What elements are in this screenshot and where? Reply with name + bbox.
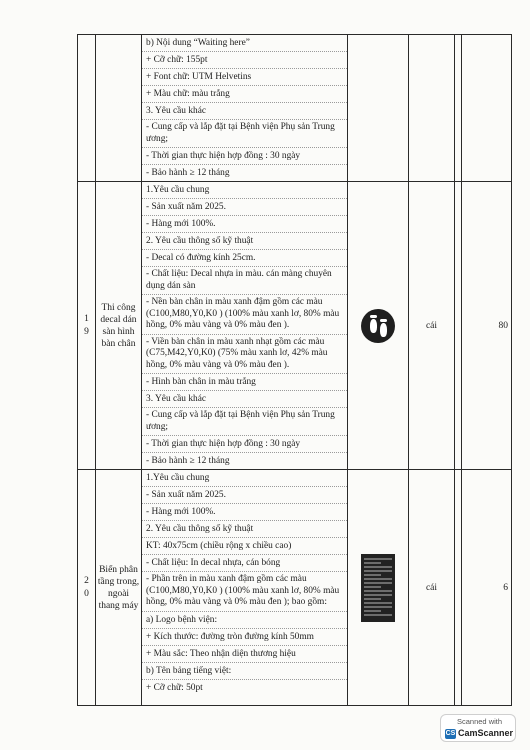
spec-line: + Cỡ chữ: 155pt (142, 52, 347, 69)
item-number-text: 20 (84, 575, 89, 599)
spec-line: - Bảo hành ≥ 12 tháng (146, 456, 230, 466)
column-spacer (455, 182, 462, 470)
camscanner-icon: CS (445, 730, 456, 737)
spec-line: a) Logo bệnh viện: (142, 612, 347, 629)
table-row (78, 35, 512, 182)
spec-line: - Sản xuất năm 2025. (142, 199, 347, 216)
item-image (348, 470, 409, 706)
spec-line: - Hàng mới 100%. (142, 504, 347, 521)
spec-line: - Decal có đường kính 25cm. (142, 250, 347, 267)
spec-line: + Cỡ chữ: 50pt (146, 682, 203, 693)
item-name (96, 35, 142, 182)
spec-line: b) Nội dung “Waiting here” (142, 35, 347, 52)
spec-line: 1.Yêu cầu chung (142, 470, 347, 487)
spec-line: - Thời gian thực hiện hợp đồng : 30 ngày (142, 148, 347, 165)
spec-line: 2. Yêu cầu thông số kỹ thuật (142, 233, 347, 250)
item-quantity: 6 (462, 470, 512, 706)
item-unit (409, 35, 455, 182)
item-name: Thi công decal dán sàn hình bàn chân (96, 182, 142, 470)
spec-line: 3. Yêu cầu khác (142, 103, 347, 120)
spec-line: b) Tên bảng tiếng việt: (142, 663, 347, 680)
spec-line: - Thời gian thực hiện hợp đồng : 30 ngày (142, 436, 347, 453)
item-unit: cái (409, 470, 455, 706)
spec-line: - Hàng mới 100%. (142, 216, 347, 233)
spec-line: + Màu chữ: màu trắng (142, 86, 347, 103)
table-row (78, 182, 512, 470)
spec-line: - Hình bàn chân in màu trắng (142, 374, 347, 391)
spec-line: 3. Yêu cầu khác (142, 391, 347, 408)
column-spacer (455, 35, 462, 182)
spec-line: + Màu sắc: Theo nhận diện thương hiệu (142, 646, 347, 663)
spec-line: - Cung cấp và lắp đặt tại Bệnh viện Phụ sản Trung ương; (142, 408, 347, 436)
item-name: Biển phân tầng trong, ngoài thang máy (96, 470, 142, 706)
camscanner-watermark (440, 714, 516, 742)
spec-line: - Cung cấp và lắp đặt tại Bệnh viện Phụ sản Trung ương; (142, 120, 347, 148)
floor-directory-sign-icon (361, 554, 395, 622)
spec-line: 1.Yêu cầu chung (142, 182, 347, 199)
left-foot-shape (370, 319, 377, 333)
item-image (348, 35, 409, 182)
spec-line: - Viền bàn chân in màu xanh nhạt gồm các màu (C75,M42,Y0,K0) (75% màu xanh lơ, 42% màu hồng, 0% màu vàng và 0% màu đen ). (142, 335, 347, 375)
item-number (78, 182, 96, 470)
item-number (78, 470, 96, 706)
table-row (78, 470, 512, 706)
spec-line: KT: 40x75cm (chiều rộng x chiều cao) (142, 538, 347, 555)
item-quantity: 80 (462, 182, 512, 470)
item-quantity (462, 35, 512, 182)
spec-line: - Bảo hành ≥ 12 tháng (146, 168, 230, 178)
spec-line: 2. Yêu cầu thông số kỹ thuật (142, 521, 347, 538)
item-specification (142, 35, 348, 182)
item-unit: cái (409, 182, 455, 470)
specification-table (77, 34, 512, 706)
item-specification (142, 470, 348, 706)
spec-line: + Font chữ: UTM Helvetins (142, 69, 347, 86)
watermark-caption: Scanned with (457, 717, 503, 726)
spec-line: - Phần trên in màu xanh đậm gồm các màu (C100,M80,Y0,K0 ) (100% màu xanh lơ, 80% màu hồng, 0% màu vàng và 0% màu đen ); bao gồm: (142, 572, 347, 612)
item-image (348, 182, 409, 470)
right-foot-shape (380, 323, 387, 337)
spec-line: - Chất liệu: In decal nhựa, cán bóng (142, 555, 347, 572)
spec-line: + Kích thước: đường tròn đường kính 50mm (142, 629, 347, 646)
spec-line: - Sản xuất năm 2025. (142, 487, 347, 504)
column-spacer (455, 470, 462, 706)
watermark-brand: CamScanner (458, 728, 514, 738)
spec-line: - Nền bàn chân in màu xanh đậm gồm các màu (C100,M80,Y0,K0 ) (100% màu xanh lơ, 80% màu hồng, 0% màu vàng và 0% màu đen ). (142, 295, 347, 335)
footprints-circle-icon (361, 309, 395, 343)
item-specification (142, 182, 348, 470)
item-number-text: 19 (84, 313, 89, 337)
spec-line: - Chất liệu: Decal nhựa in màu. cán màng chuyên dụng dán sàn (142, 267, 347, 295)
item-number (78, 35, 96, 182)
